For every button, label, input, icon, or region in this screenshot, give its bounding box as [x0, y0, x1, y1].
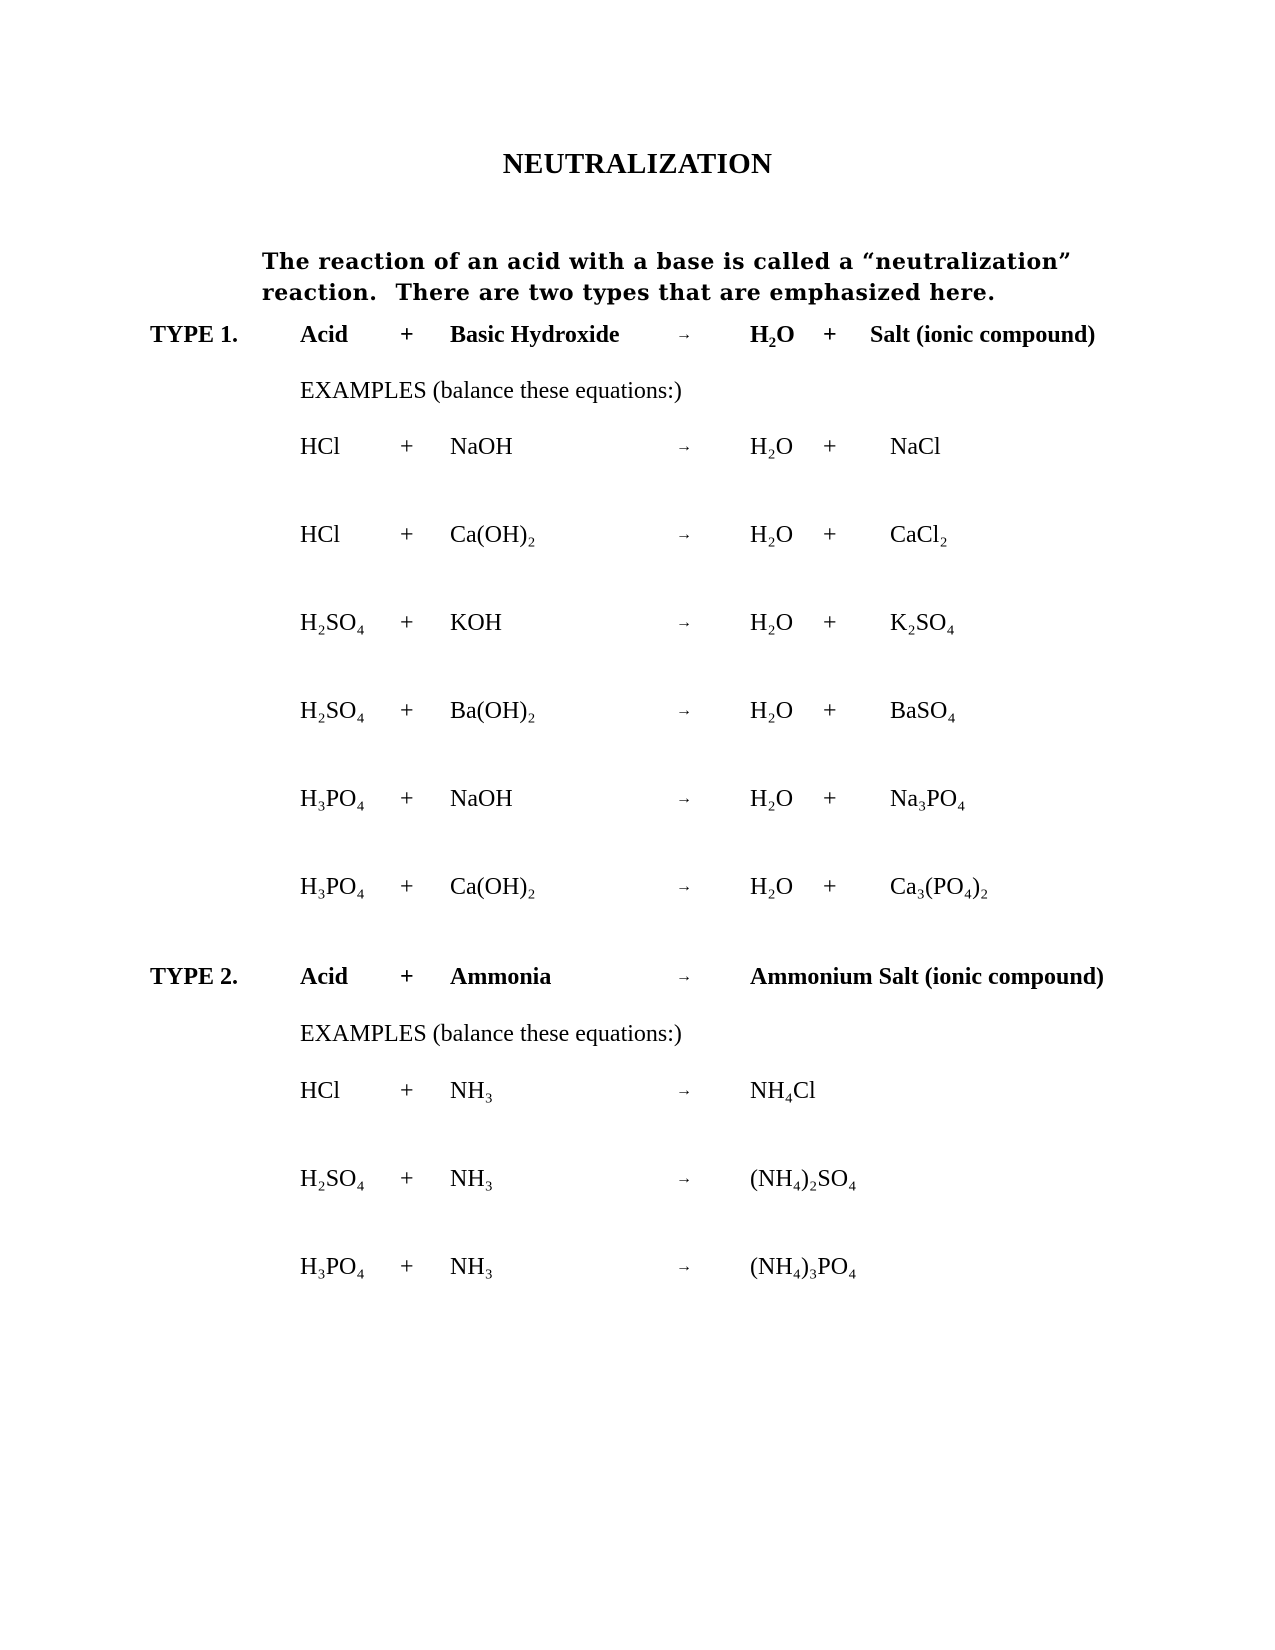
example-acid: H₃PO₄ — [300, 786, 365, 812]
example-base: NaOH — [450, 786, 513, 812]
example-acid: HCl — [300, 434, 341, 460]
example-water: H₂O — [750, 698, 794, 724]
example-water: H₂O — [750, 434, 794, 460]
example-plus-2: + — [823, 698, 837, 724]
example-plus-1: + — [400, 610, 414, 636]
page-title: NEUTRALIZATION — [502, 148, 773, 180]
example-base: NH₃ — [450, 1254, 494, 1280]
type2-header-row — [0, 964, 1275, 998]
type1-plus-1: + — [400, 322, 414, 348]
type1-water-o: O — [776, 322, 795, 348]
example-water: H₂O — [750, 610, 794, 636]
type1-salt: Salt (ionic compound) — [870, 322, 1096, 348]
example-acid: H₂SO₄ — [300, 610, 365, 636]
example-plus-1: + — [400, 698, 414, 724]
example-product: (NH₄)₂SO₄ — [750, 1166, 857, 1192]
type1-examples-label: EXAMPLES (balance these equations:) — [300, 378, 682, 404]
example-water: H₂O — [750, 874, 794, 900]
example-plus-2: + — [823, 522, 837, 548]
example-plus-2: + — [823, 434, 837, 460]
intro-line-2a: reaction. — [262, 280, 378, 306]
example-arrow: → — [676, 878, 692, 895]
type2-label: TYPE 2. — [150, 964, 239, 990]
type1-example-row — [0, 786, 1275, 820]
example-salt: Ca₃(PO₄)₂ — [890, 874, 989, 900]
example-base: NH₃ — [450, 1166, 494, 1192]
type1-example-row — [0, 874, 1275, 908]
example-acid: H₃PO₄ — [300, 874, 365, 900]
example-plus: + — [400, 1078, 414, 1104]
example-plus-1: + — [400, 874, 414, 900]
type2-example-row — [0, 1254, 1275, 1288]
example-base: KOH — [450, 610, 502, 636]
type1-label: TYPE 1. — [150, 322, 239, 348]
type1-base: Basic Hydroxide — [450, 322, 620, 348]
example-arrow: → — [676, 438, 692, 455]
example-base: Ca(OH)₂ — [450, 874, 536, 900]
example-plus-2: + — [823, 786, 837, 812]
intro-line-2b: There are two types that are emphasized here. — [395, 280, 996, 306]
example-acid: HCl — [300, 522, 341, 548]
example-arrow: → — [676, 1258, 692, 1275]
type2-example-row — [0, 1166, 1275, 1200]
example-arrow: → — [676, 1170, 692, 1187]
example-salt: Na₃PO₄ — [890, 786, 966, 812]
intro-line-2 — [262, 278, 1062, 309]
example-arrow: → — [676, 614, 692, 631]
type1-arrow: → — [676, 326, 692, 343]
example-base: Ca(OH)₂ — [450, 522, 536, 548]
type1-water — [750, 322, 795, 349]
type2-example-row — [0, 1078, 1275, 1112]
example-plus-1: + — [400, 434, 414, 460]
example-base: Ba(OH)₂ — [450, 698, 536, 724]
example-water: H₂O — [750, 786, 794, 812]
type2-examples-label: EXAMPLES (balance these equations:) — [300, 1021, 682, 1047]
example-salt: NaCl — [890, 434, 941, 460]
type2-plus: + — [400, 964, 414, 990]
example-arrow: → — [676, 790, 692, 807]
example-salt: K₂SO₄ — [890, 610, 955, 636]
type2-arrow: → — [676, 968, 692, 985]
type1-water-sub: 2 — [768, 335, 777, 351]
example-product: NH₄Cl — [750, 1078, 816, 1104]
example-salt: CaCl₂ — [890, 522, 948, 548]
example-plus: + — [400, 1254, 414, 1280]
type1-example-row — [0, 522, 1275, 556]
example-plus-2: + — [823, 610, 837, 636]
example-plus-2: + — [823, 874, 837, 900]
example-acid: H₂SO₄ — [300, 698, 365, 724]
example-arrow: → — [676, 702, 692, 719]
example-acid: H₃PO₄ — [300, 1254, 365, 1280]
example-arrow: → — [676, 1082, 692, 1099]
type2-base: Ammonia — [450, 964, 552, 990]
type1-plus-2: + — [823, 322, 837, 348]
type1-example-row — [0, 434, 1275, 468]
example-arrow: → — [676, 526, 692, 543]
example-water: H₂O — [750, 522, 794, 548]
type2-product: Ammonium Salt (ionic compound) — [750, 964, 1105, 990]
intro-paragraph — [262, 247, 1072, 309]
type1-example-row — [0, 698, 1275, 732]
type1-water-h: H — [750, 322, 769, 348]
example-plus: + — [400, 1166, 414, 1192]
type1-header-row — [0, 322, 1275, 356]
example-acid: HCl — [300, 1078, 341, 1104]
example-plus-1: + — [400, 786, 414, 812]
type1-example-row — [0, 610, 1275, 644]
example-base: NaOH — [450, 434, 513, 460]
example-product: (NH₄)₃PO₄ — [750, 1254, 857, 1280]
type2-acid: Acid — [300, 964, 348, 990]
example-base: NH₃ — [450, 1078, 494, 1104]
example-plus-1: + — [400, 522, 414, 548]
intro-line-1: The reaction of an acid with a base is called a “neutralization” — [262, 249, 1072, 275]
type1-acid: Acid — [300, 322, 348, 348]
example-acid: H₂SO₄ — [300, 1166, 365, 1192]
example-salt: BaSO₄ — [890, 698, 956, 724]
